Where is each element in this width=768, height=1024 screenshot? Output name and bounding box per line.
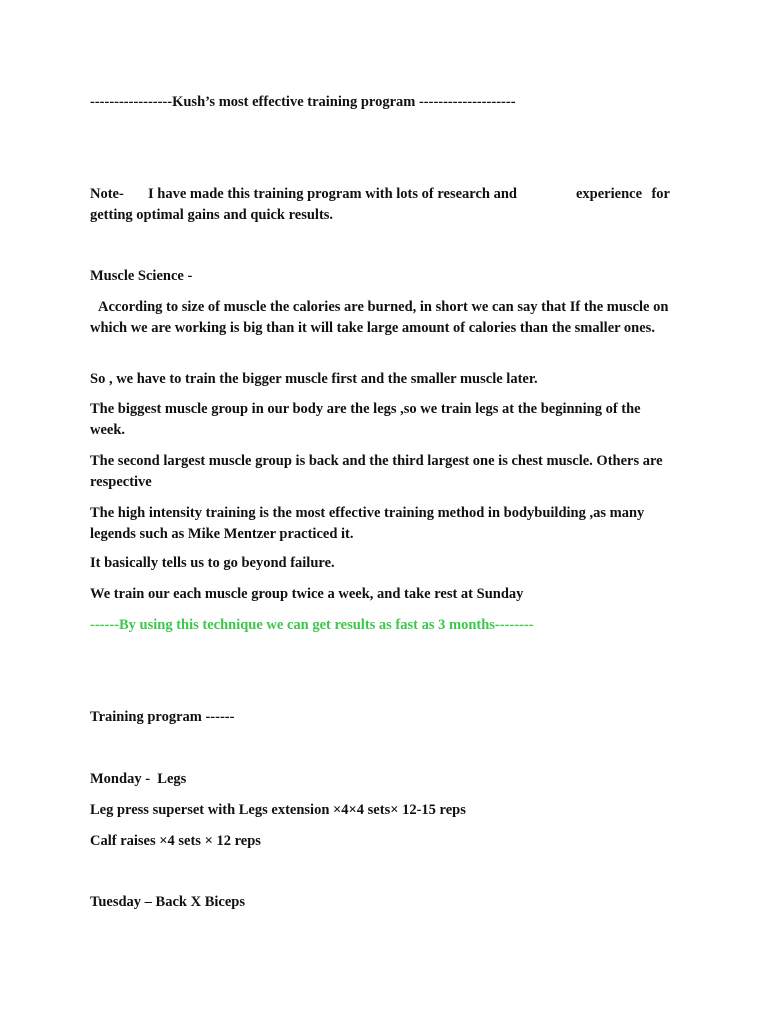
monday-heading: Monday - Legs — [90, 771, 187, 787]
monday-exercise-calf-raises: Calf raises ×4 sets × 12 reps — [90, 833, 261, 849]
paragraph-hit: The high intensity training is the most effective training method in bodybuilding ,as many legends such as Mike Mentzer practiced it. — [90, 505, 645, 542]
document-title: -----------------Kush’s most effective training program -------------------- — [90, 94, 516, 110]
paragraph-calories: According to size of muscle the calories are burned, in short we can say that If the muscle on which we are working is big than it will take large amount of calories than the smaller ones. — [90, 299, 669, 336]
monday-exercise-leg-press: Leg press superset with Legs extension ×4×4 sets× 12-15 reps — [90, 802, 466, 818]
muscle-science-heading: Muscle Science - — [90, 268, 193, 284]
document-page — [90, 0, 670, 1024]
training-program-heading: Training program ------ — [90, 709, 235, 725]
paragraph-back-chest: The second largest muscle group is back and the third largest one is chest muscle. Others are respective — [90, 453, 663, 490]
paragraph-twice-week: We train our each muscle group twice a week, and take rest at Sunday — [90, 586, 524, 602]
paragraph-legs: The biggest muscle group in our body are the legs ,so we train legs at the beginning of the week. — [90, 401, 641, 438]
paragraph-bigger-first: So , we have to train the bigger muscle first and the smaller muscle later. — [90, 371, 538, 387]
note-text-1: I have made this training program with lots of research and — [148, 186, 517, 202]
note-text-2: experience for getting optimal gains and quick results. — [90, 186, 670, 223]
tuesday-heading: Tuesday – Back X Biceps — [90, 894, 245, 910]
highlight-results: ------By using this technique we can get results as fast as 3 months-------- — [90, 617, 534, 633]
note-label: Note- — [90, 186, 124, 202]
paragraph-failure: It basically tells us to go beyond failure. — [90, 555, 335, 571]
